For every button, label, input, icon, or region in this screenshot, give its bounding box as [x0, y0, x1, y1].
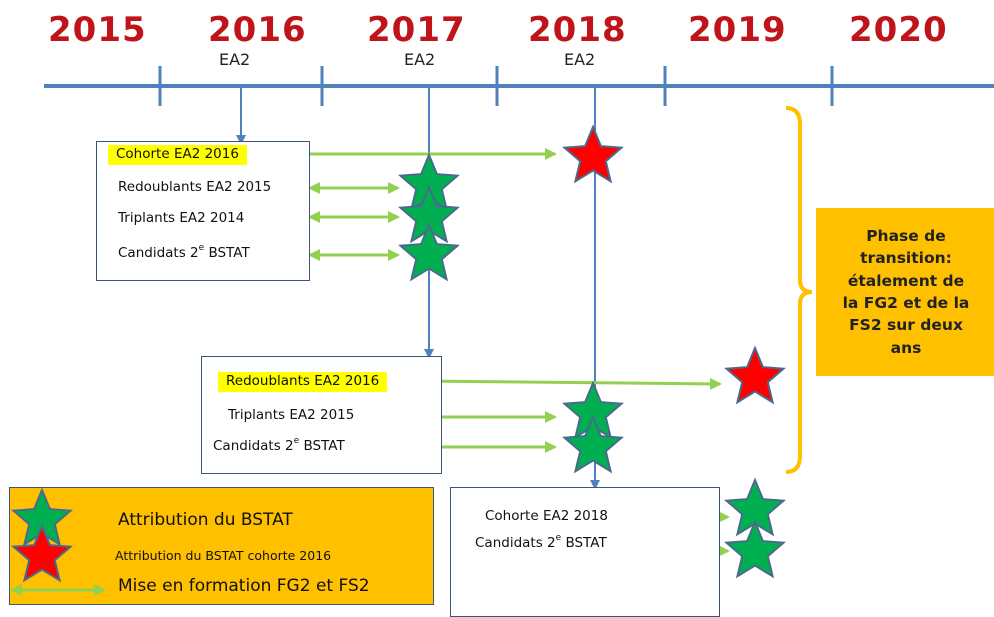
label-triplants-2015: Triplants EA2 2015: [228, 407, 355, 423]
ea2-label-2018: EA2: [564, 50, 596, 69]
legend-red-star-label: Attribution du BSTAT cohorte 2016: [115, 548, 332, 563]
year-2015: 2015: [48, 10, 147, 50]
legend-green-star-label: Attribution du BSTAT: [118, 510, 293, 530]
label-candidats-box2: Candidats 2e BSTAT: [213, 436, 345, 454]
green-star-candidats-box2: [565, 417, 622, 471]
phase-line-1: Phase de: [866, 226, 946, 245]
year-2019: 2019: [688, 10, 787, 50]
ea2-label-2017: EA2: [404, 50, 436, 69]
ea2-label-2016: EA2: [219, 50, 251, 69]
highlight-redoublants-2016: Redoublants EA2 2016: [218, 372, 387, 392]
year-2016: 2016: [208, 10, 307, 50]
red-star-2018: [565, 127, 622, 181]
legend-arrow-label: Mise en formation FG2 et FS2: [118, 576, 370, 596]
green-star-candidats-box3: [727, 522, 784, 576]
label-redoublants-2015: Redoublants EA2 2015: [118, 179, 272, 195]
label-candidats-box3: Candidats 2e BSTAT: [475, 533, 607, 551]
phase-line-4: la FG2 et de la: [842, 294, 970, 312]
phase-line-2: transition:: [860, 249, 952, 268]
green-star-candidats-box1: [401, 225, 458, 279]
year-2018: 2018: [528, 10, 627, 50]
year-2020: 2020: [849, 10, 948, 50]
label-candidats-box1: Candidats 2e BSTAT: [118, 243, 250, 261]
phase-line-5: FS2 sur deux: [849, 316, 963, 335]
red-star-2019: [727, 348, 784, 402]
phase-line-3: étalement de: [847, 271, 965, 290]
label-triplants-2014: Triplants EA2 2014: [118, 210, 245, 226]
highlight-cohorte-2016: Cohorte EA2 2016: [108, 145, 247, 165]
year-2017: 2017: [367, 10, 466, 50]
legend-red-star-icon: [14, 526, 71, 580]
phase-line-6: ans: [890, 338, 922, 357]
label-cohorte-2018: Cohorte EA2 2018: [485, 508, 608, 524]
